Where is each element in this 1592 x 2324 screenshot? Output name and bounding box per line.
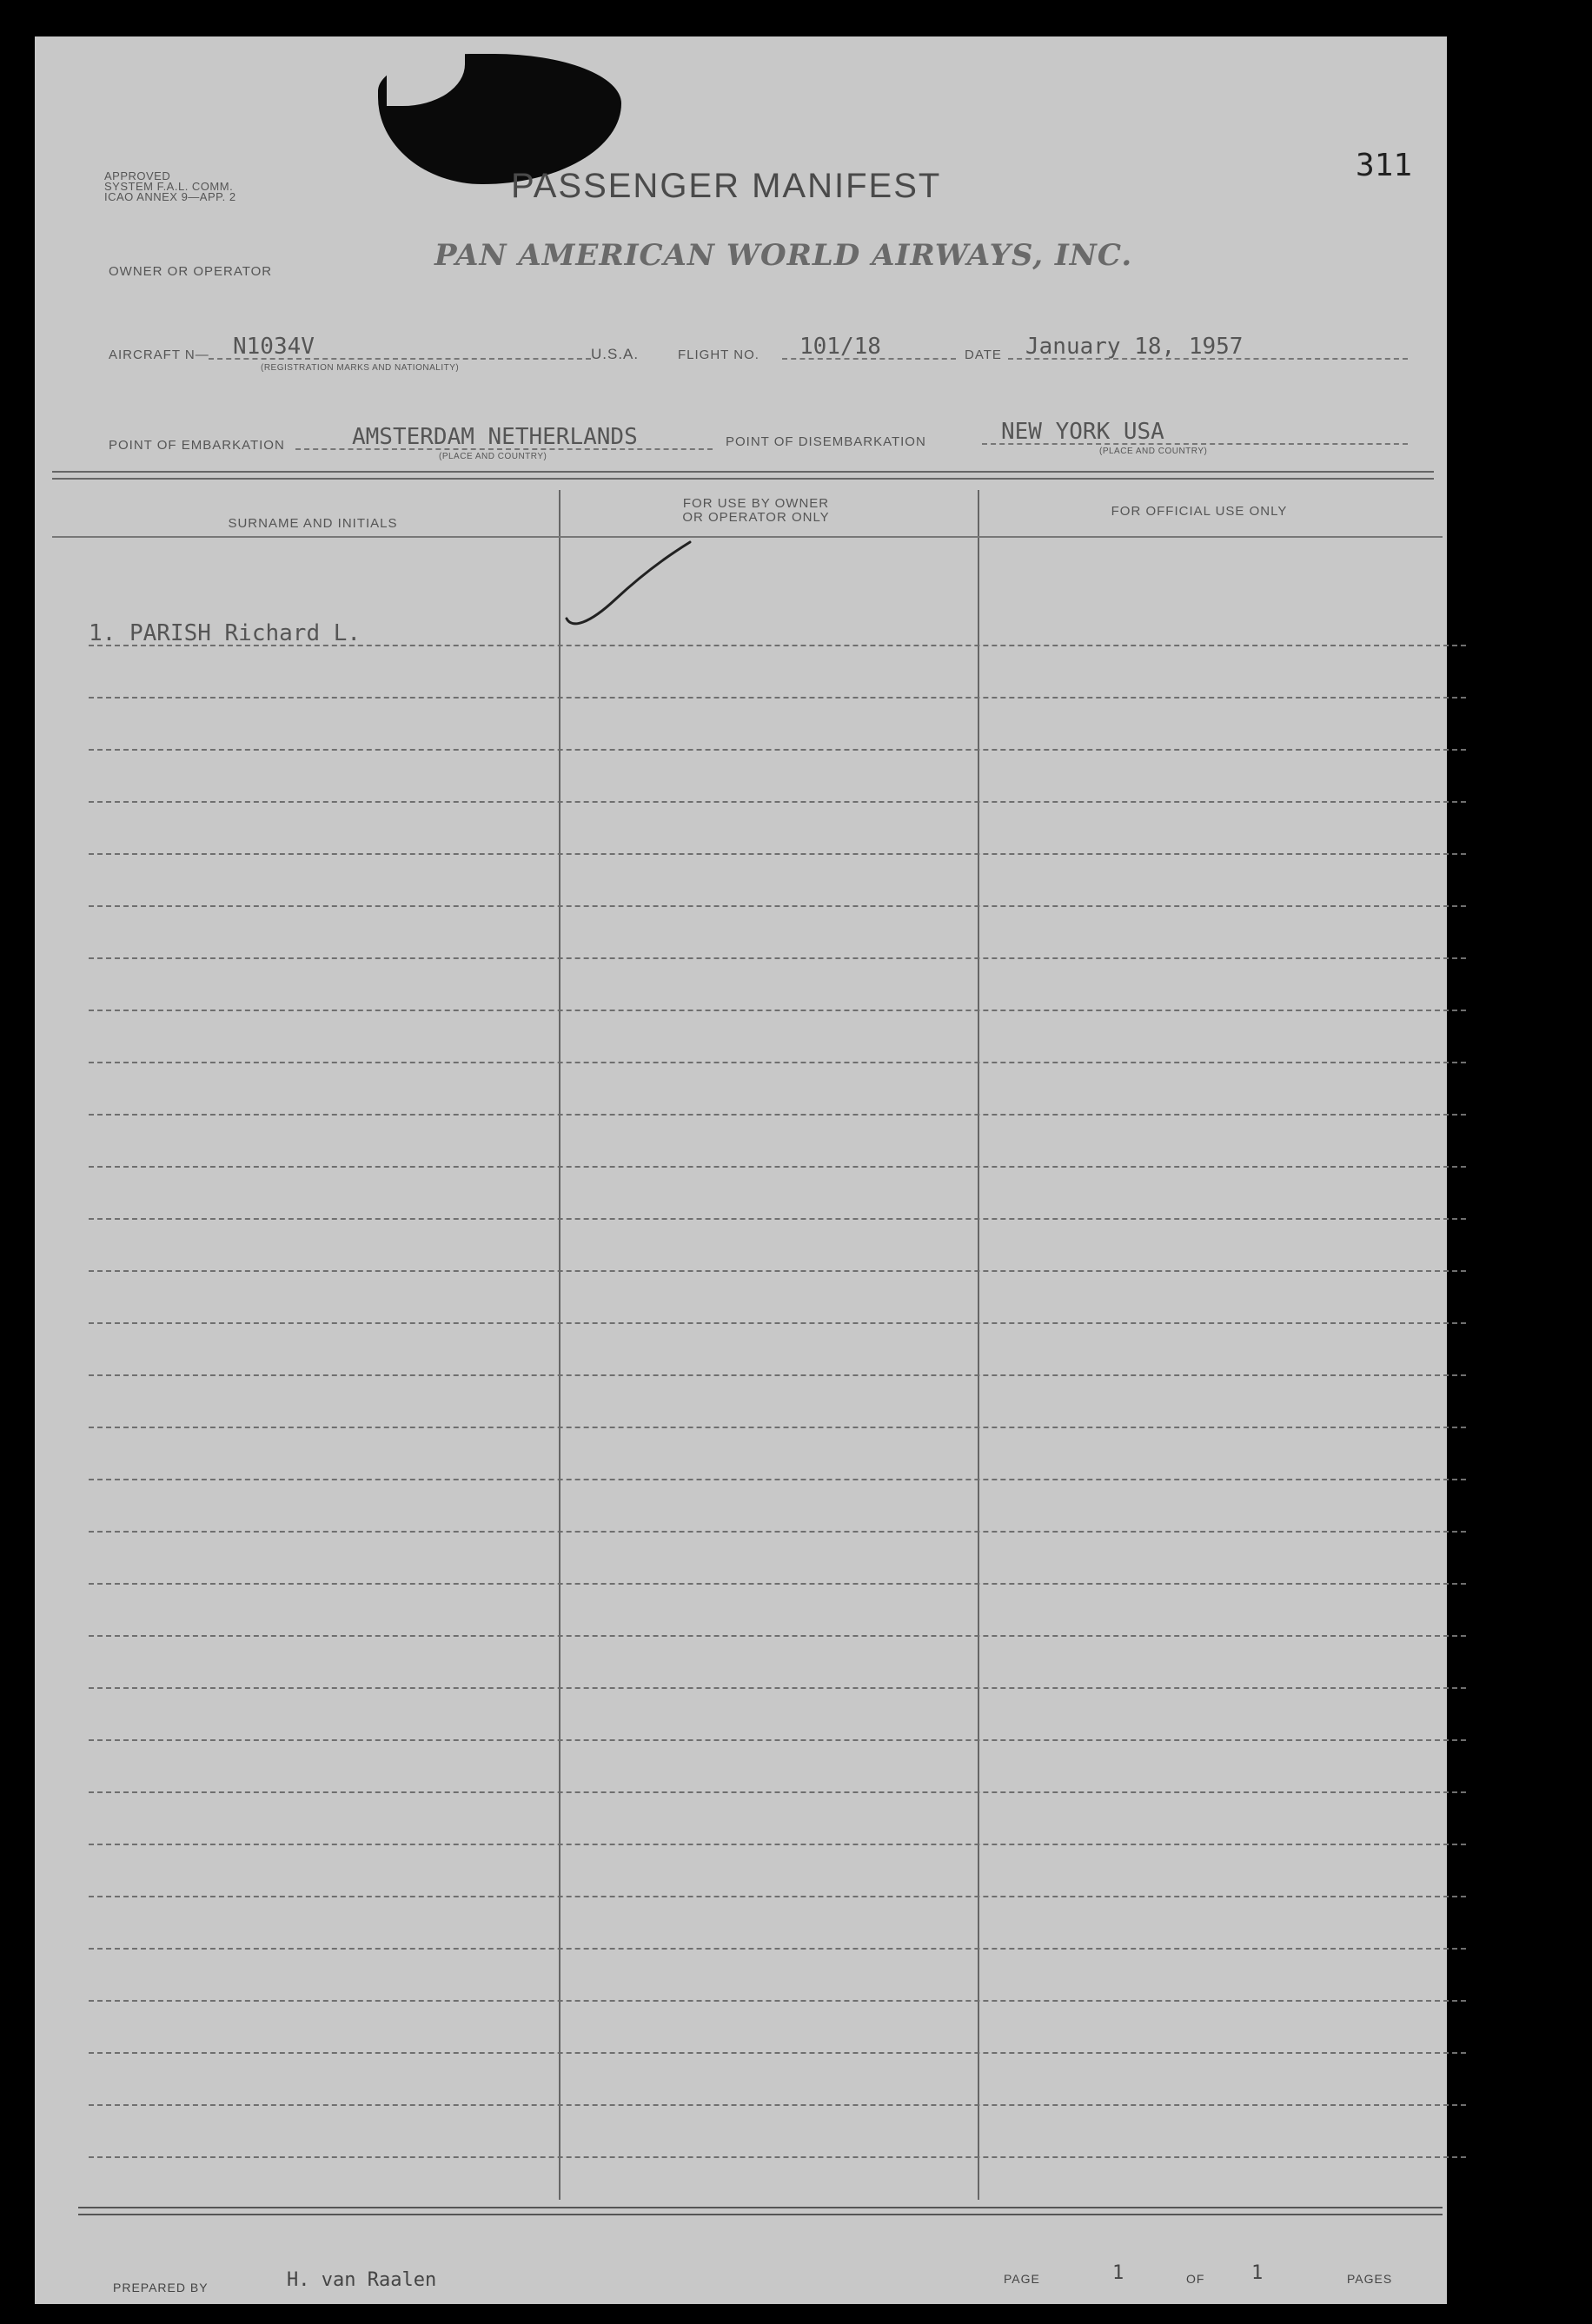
table-row <box>89 1479 1466 1480</box>
table-row <box>89 1270 1466 1272</box>
operator-name: PAN AMERICAN WORLD AIRWAYS, INC. <box>434 238 1133 273</box>
table-row <box>89 1687 1466 1689</box>
column-surname: SURNAME AND INITIALS <box>228 516 398 531</box>
table-row <box>89 749 1466 751</box>
passenger-entry: 1. PARISH Richard L. <box>89 620 362 646</box>
prepared-by-label: PREPARED BY <box>113 2281 209 2294</box>
disembarkation-value: NEW YORK USA <box>1001 419 1164 445</box>
table-row <box>89 1948 1466 1950</box>
table-row <box>89 1635 1466 1637</box>
embarkation-label: POINT OF EMBARKATION <box>109 438 285 453</box>
approval-stamp: APPROVED SYSTEM F.A.L. COMM. ICAO ANNEX 9—APP. 2 <box>104 169 236 203</box>
date-label: DATE <box>965 348 1002 362</box>
column-divider <box>978 490 979 2200</box>
table-row <box>89 1166 1466 1168</box>
aircraft-value: N1034V <box>233 334 315 360</box>
table-row <box>89 1218 1466 1220</box>
table-row <box>89 697 1466 699</box>
manifest-sheet <box>35 36 1447 2304</box>
checkmark-icon <box>563 539 693 634</box>
table-row <box>89 1427 1466 1428</box>
table-row <box>89 1531 1466 1533</box>
table-row <box>89 801 1466 803</box>
owner-label: OWNER OR OPERATOR <box>109 264 273 279</box>
aircraft-sublabel: (REGISTRATION MARKS AND NATIONALITY) <box>261 363 460 373</box>
flight-value: 101/18 <box>799 334 881 360</box>
page-value: 1 <box>1112 2262 1124 2284</box>
aircraft-label: AIRCRAFT N— <box>109 348 209 362</box>
table-row <box>89 1739 1466 1741</box>
embarkation-value: AMSTERDAM NETHERLANDS <box>352 424 638 450</box>
table-row <box>89 1583 1466 1585</box>
table-row <box>89 1010 1466 1011</box>
column-divider <box>559 490 561 2200</box>
disembarkation-sublabel: (PLACE AND COUNTRY) <box>1099 447 1208 456</box>
of-label: OF <box>1186 2272 1205 2286</box>
table-row <box>89 2000 1466 2002</box>
nationality: U.S.A. <box>591 346 640 362</box>
column-official-use: FOR OFFICIAL USE ONLY <box>1111 504 1288 519</box>
table-row <box>89 1062 1466 1063</box>
table-row <box>89 957 1466 959</box>
table-row <box>89 1114 1466 1116</box>
page-title: PASSENGER MANIFEST <box>511 167 942 205</box>
page-label: PAGE <box>1004 2272 1040 2286</box>
table-row <box>89 1896 1466 1897</box>
embarkation-sublabel: (PLACE AND COUNTRY) <box>439 452 547 461</box>
table-row <box>89 853 1466 855</box>
table-row <box>89 1791 1466 1793</box>
date-value: January 18, 1957 <box>1025 334 1244 360</box>
prepared-by-value: H. van Raalen <box>287 2269 437 2291</box>
column-owner-use: FOR USE BY OWNER OR OPERATOR ONLY <box>682 496 830 525</box>
page-number: 311 <box>1356 148 1413 183</box>
table-row <box>89 905 1466 907</box>
table-row <box>89 2156 1466 2158</box>
disembarkation-label: POINT OF DISEMBARKATION <box>726 434 926 449</box>
pages-label: PAGES <box>1347 2272 1393 2286</box>
table-row <box>89 1322 1466 1324</box>
of-value: 1 <box>1251 2262 1264 2284</box>
table-row <box>89 1374 1466 1376</box>
table-row <box>89 2052 1466 2054</box>
table-row <box>89 2104 1466 2106</box>
table-row <box>89 1844 1466 1845</box>
flight-label: FLIGHT NO. <box>678 348 760 362</box>
